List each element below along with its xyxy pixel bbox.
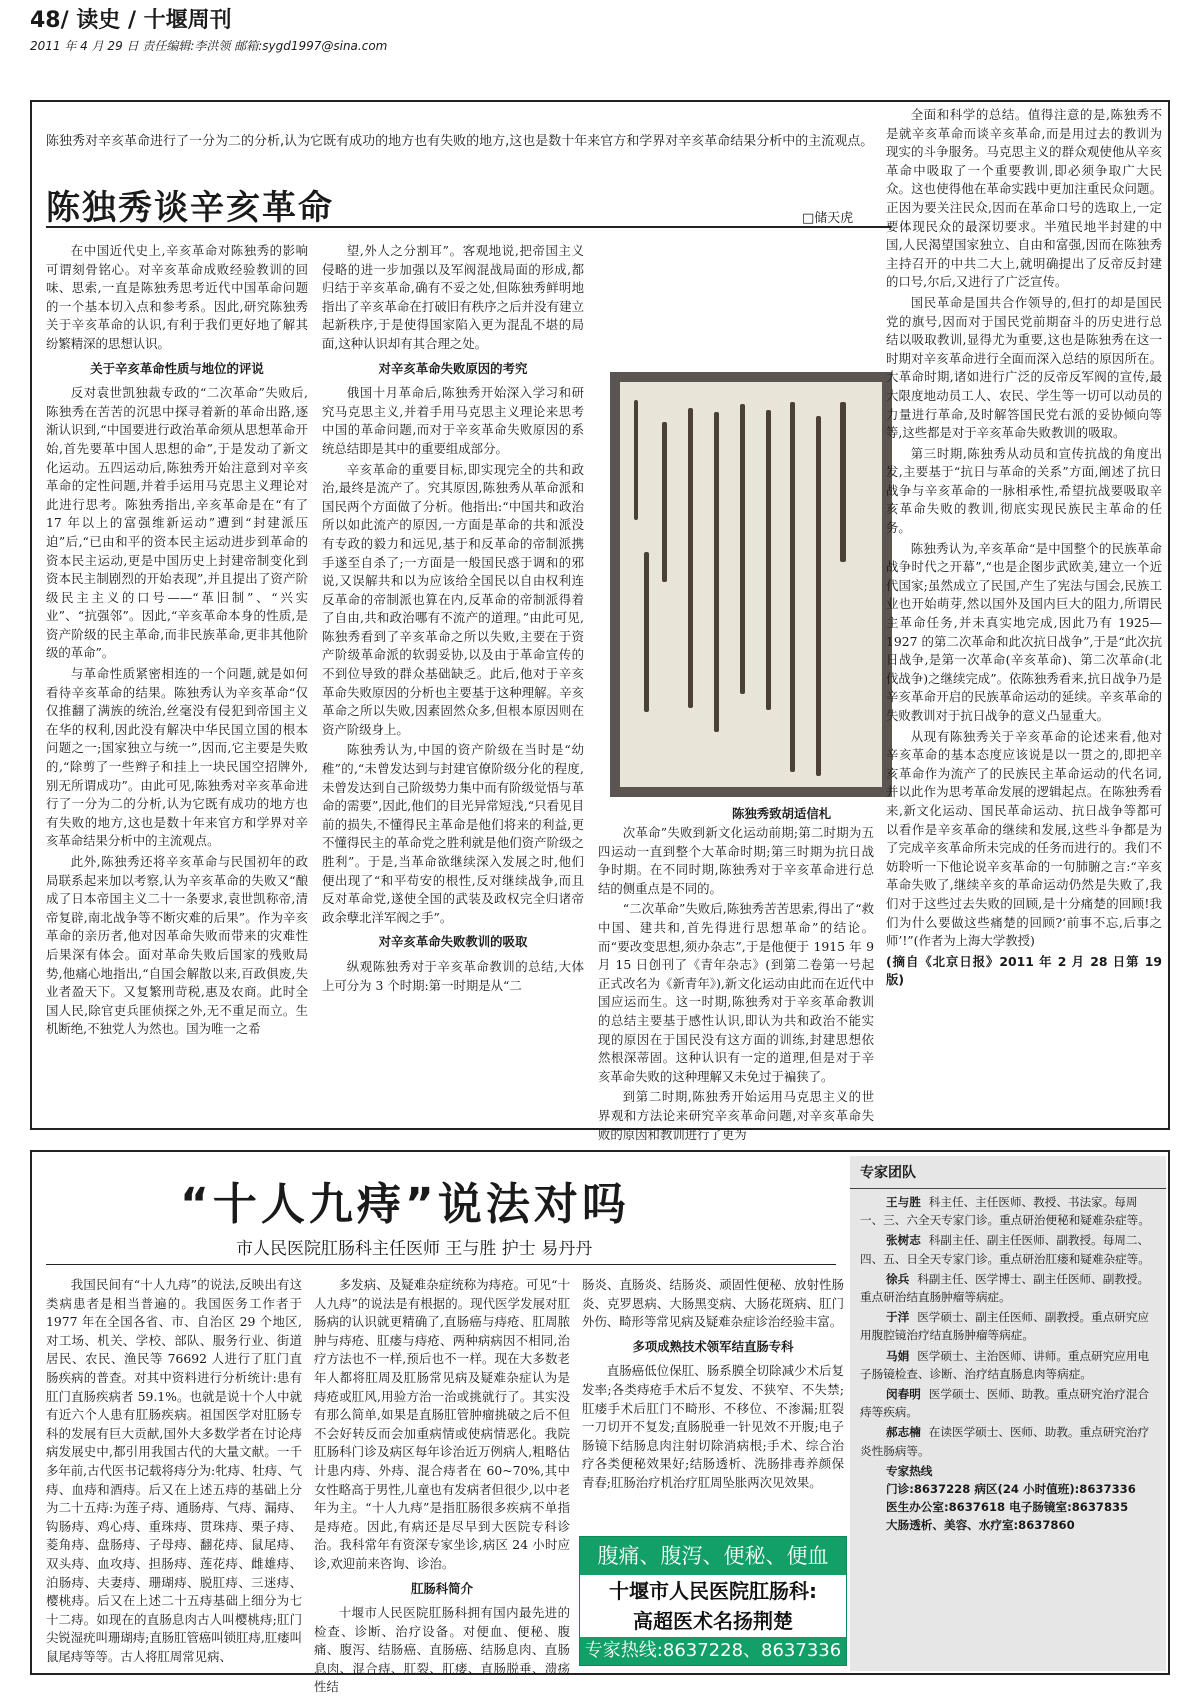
expert-item [860,1231,1156,1267]
article-column-3 [598,824,874,1142]
hotline-line: 门诊:8637228 病区(24 小时值班):8637336 [886,1482,1136,1497]
hotline-line: 大肠透析、美容、水疗室:8637860 [886,1518,1075,1533]
letter-paper [620,382,882,787]
paragraph: 与革命性质紧密相连的一个问题,就是如何看待辛亥革命的结果。陈独秀认为辛亥革命“仅仅推翻了满族的统治,丝毫没有侵犯到帝国主义在华的权利,因此没有解决中华民国立国的根本问题之一;国家独立与统一”,因而,它主要是失败的,“除剪了一些辫子和挂上一块民国空招牌外,别无所谓成功”。由此可见,陈独秀对辛亥革命进行了一分为二的分析,认为它既有成功的地方也有失败的地方,这也是数十年来官方和学界对辛亥革命结果分析中的主流观点。 [46,666,308,849]
paragraph: 十堰市人民医院肛肠科拥有国内最先进的检查、诊断、治疗设备。对便血、便秘、腹痛、腹泻、结肠癌、直肠癌、结肠息肉、直肠息肉、混合痔、肛裂、肛瘘、直肠脱垂、溃疡性结 [314,1605,570,1695]
expert-desc: 医学硕士、主治医师、讲师。重点研究应用电子肠镜检查、诊断、治疗结直肠息肉等病症。 [860,1348,1150,1381]
article-column-4 [886,106,1162,1122]
article-byline: 市人民医院肛肠科主任医师 王与胜 护士 易丹丹 [236,1239,593,1259]
expert-desc: 在读医学硕士、医师、助教。重点研究治疗炎性肠病等。 [860,1425,1150,1458]
title-divider [46,1264,836,1265]
expert-item [860,1347,1156,1383]
paragraph: 在中国近代史上,辛亥革命对陈独秀的影响可谓刻骨铭心。对辛亥革命成败经验教训的回味、思索,一直是陈独秀思考近代中国革命问题的一个基本切入点和参考系。因此,研究陈独秀关于辛亥革命的认识,有利于我们更好地了解其纷繁精深的思想认识。 [46,243,308,351]
paragraph: 肠炎、直肠炎、结肠炎、顽固性便秘、放射性肠炎、克罗恩病、大肠黑变病、大肠花斑病、肛门外伤、畸形等常见病及疑难杂症诊治经验丰富。 [582,1277,844,1330]
expert-desc: 科副主任、医学博士、副主任医师、副教授。重点研治结直肠肿瘤等病症。 [860,1271,1150,1305]
expert-item [860,1270,1156,1306]
expert-desc: 医学硕士、医师、助教。重点研究治疗混合痔等疾病。 [860,1387,1150,1420]
paragraph: “二次革命”失败后,陈独秀苦苦思索,得出了“救中国、建共和,首先得进行思想革命”的结论。而“要改变思想,须办杂志”,于是他便于 1915 年 9 月 15 日创刊了《青年杂志》(到第二卷第一号起正式改名为《新青年》),新文化运动由此而在近代中国应运而生。这一时期,陈独秀对于辛亥革命教训的总结主要基于感性认识,即认为共和政治不能实现的原因在于国民没有这方面的训练,封建思想依然根深蒂固。这种认识有一定的道理,但是对于辛亥革命失败的这种理解又未免过于褊狭了。 [598,901,874,1084]
expert-name: 于洋 [886,1310,910,1325]
expert-item [860,1308,1156,1344]
expert-team-sidebar [850,1156,1166,1671]
advert-hotline: 专家热线:8637228、8637336 [580,1637,846,1665]
article-column-2 [314,1276,570,1695]
paragraph: 反对袁世凯独裁专政的“二次革命”失败后,陈独秀在苦苦的沉思中探寻着新的革命出路,逐渐认识到,“中国要进行政治革命须从思想革命开始,首先要革中国人思想的命”,于是发动了新文化运动。五四运动后,陈独秀开始注意到对辛亥革命的定性问题,并着手运用马克思主义理论对此进行思考。陈独秀指出,辛亥革命是在“有了 17 年以上的富强维新运动”遭到“封建派压迫”后,“已由和平的资本民主运动进步到革命的资本民主运动,更是中国历史上封建帝制变化到资本民主制剧烈的开始表现”,并且提出了资产阶级民主主义的口号——“革旧制”、“兴实业”、“抗强邻”。因此,“辛亥革命本身的性质,是资产阶级的民主革命,而非民族革命,更非其他阶级的革命”。 [46,385,308,661]
section-heading: 肛肠科简介 [411,1580,473,1596]
expert-name: 王与胜 [886,1195,921,1209]
article-lead: 陈独秀对辛亥革命进行了一分为二的分析,认为它既有成功的地方也有失败的地方,这也是数十年来官方和学界对辛亥革命结果分析中的主流观点。 [46,134,874,149]
expert-item [860,1385,1156,1421]
page-meta: 2011 年 4 月 29 日 责任编辑:李洪领 邮箱:sygd1997@sina.com [30,39,388,53]
hotline-title: 专家热线 [886,1463,933,1478]
article-author: □储天虎 [802,211,854,226]
page-header [30,6,1170,64]
article-column-1 [46,1276,302,1671]
hospital-advert [579,1536,847,1666]
expert-name: 张树志 [886,1233,921,1248]
advert-department: 十堰市人民医院肛肠科: [609,1579,817,1603]
article-title: 陈独秀谈辛亥革命 [46,188,334,228]
advert-slogan: 高超医术名扬荆楚 [633,1609,793,1633]
article-column-3 [582,1276,844,1532]
article-chen-duxiu [30,100,1170,1142]
article-title: “十人九痔”说法对吗 [180,1179,630,1230]
title-divider [46,226,891,228]
paragraph: 全面和科学的总结。值得注意的是,陈独秀不是就辛亥革命而谈辛亥革命,而是用过去的教训为现实的斗争服务。马克思主义的群众观使他从辛亥革命中吸取了一个重要教训,即必须争取广大民众。这也使得他在革命实践中更加注重民众问题。正因为要关注民众,因而在革命口号的选取上,一定要体现民众的最深切要求。半殖民地半封建的中国,人民渴望国家独立、自由和富强,因而在陈独秀主持召开的中共二大上,就明确提出了反帝反封建的口号,尔后,又进行了广泛宣传。 [886,107,1162,290]
expert-name: 马娟 [886,1348,910,1363]
article-hemorrhoids [30,1150,1170,1695]
hotline-line: 医生办公室:8637618 电子肠镜室:8637835 [886,1500,1129,1515]
expert-name: 徐兵 [886,1271,910,1286]
paragraph: 多发病、及疑难杂症统称为痔疮。可见“十人九痔”的说法是有根据的。现代医学发展对肛肠病的认识就更精确了,直肠癌与痔疮、肛周脓肿与痔疮、肛瘘与痔疮、两种病病因不相同,治疗方法也不一样,预后也不一样。现在大多数老年人都将肛周及肛肠常见病及疑难杂症认为是痔疮或肛风,用验方治一治或挑就行了。其实没有那么简单,如果是直肠肛管肿瘤挑破之后不但不会好转反而会加重病情或使病情恶化。我院肛肠科门诊及病区每年诊治近万例病人,粗略估计患内痔、外痔、混合痔者在 60~70%,其中女性略高于男性,儿童也有发病者但很少,以中老年为主。“十人九痔”是指肛肠很多疾病不单指是痔疮。因此,有病还是尽早到大医院专科诊治。我科常年有资深专家坐诊,病区 24 小时应诊,欢迎前来咨询、诊治。 [314,1277,570,1571]
section-heading: 对辛亥革命失败教训的吸取 [378,934,528,950]
paragraph: 俄国十月革命后,陈独秀开始深入学习和研究马克思主义,并着手用马克思主义理论来思考中国的革命问题,而对于辛亥革命失败原因的系统总结即是其中的重要组成部分。 [322,385,584,456]
expert-item [860,1423,1156,1459]
paragraph: 此外,陈独秀还将辛亥革命与民国初年的政局联系起来加以考察,认为辛亥革命的失败又“酿成了日本帝国主义二十一条要求,袁世凯称帝,清帝复辟,南北战争等不断灾难的后果”。作为辛亥革命的亲历者,他对因革命失败而带来的灾难性后果深有体会。面对革命失败后国家的残败局势,他痛心地指出,“自国会解散以来,百政俱废,失业者盈天下。又复繁刑苛税,惠及农商。此时全国人民,除官吏兵匪侦探之外,无不重足而立。生机断绝,不独党人为然也。国为唯一之希 [46,854,308,1037]
section-heading: 对辛亥革命失败原因的考究 [378,360,528,376]
article-column-1 [46,242,308,1122]
photo-caption: 陈独秀致胡适信札 [732,806,832,821]
expert-desc: 医学硕士、副主任医师、副教授。重点研究应用腹腔镜治疗结直肠肿瘤等病症。 [860,1310,1150,1343]
paragraph: 纵观陈独秀对于辛亥革命教训的总结,大体上可分为 3 个时期:第一时期是从“二 [322,958,584,993]
paragraph: 第三时期,陈独秀从动员和宣传抗战的角度出发,主要基于“抗日与革命的关系”方面,阐述了抗日战争与辛亥革命的一脉相承性,希望抗战要吸取辛亥革命失败的教训,彻底实现民族民主革命的任务。 [886,445,1162,536]
expert-desc: 科副主任、副主任医师、副教授。每周二、四、五、日全天专家门诊。重点研治肛瘘和疑难杂症等。 [860,1233,1150,1266]
section-heading: 多项成熟技术领军结直肠专科 [632,1338,794,1354]
paragraph: 国民革命是国共合作领导的,但打的却是国民党的旗号,因而对于国民党前期奋斗的历史进行总结以吸取教训,显得尤为重要,这也是陈独秀在这一时期对辛亥革命进行全面而深入总结的原因所在。大革命时期,诸如进行广泛的反帝反军阀的宣传,最大限度地动员工人、农民、学生等一切可以动员的力量进行革命,及时解答国民党右派的妥协倾向等等,这些都是对于辛亥革命失败教训的吸取。 [886,294,1162,441]
paragraph: 从现有陈独秀关于辛亥革命的论述来看,他对辛亥革命的基本态度应该说是以一贯之的,即把辛亥革命作为流产了的民族民主革命运动的代名词,并以此作为思考革命发展的逻辑起点。在陈独秀看来,新文化运动、国民革命运动、抗日战争等都可以看作是辛亥革命的继续和发展,这些斗争都是为了完成辛亥革命所未完成的任务而进行的。我们不妨聆听一下他论说辛亥革命的一句肺腑之言:“辛亥革命失败了,继续辛亥的革命运动仍然是失败了,我们对于这些过去失败的回顾,是十分痛楚的回顾!我们为什么要做这些痛楚的回顾?‘前事不忘,后事之师’!”(作者为上海大学教授) [886,728,1162,949]
expert-list [850,1189,1166,1460]
expert-name: 闵春明 [886,1387,921,1402]
paragraph: 直肠癌低位保肛、肠系膜全切除减少术后复发率;各类痔疮手术后不复发、不狭窄、不失禁;肛瘘手术后肛门不畸形、不移位、不渗漏;肛裂一刀切开不复发;直肠脱垂一针见效不开腹;电子肠镜下结肠息肉注射切除消病根;手术、综合治疗各类便秘效果好;结肠透析、洗肠排毒养颜保青春;肛肠治疗机治疗肛周坠胀两次见效果。 [582,1363,844,1490]
paragraph: 我国民间有“十人九痔”的说法,反映出有这类病患者是相当普遍的。我国医务工作者于 1977 年在全国各省、市、自治区 29 个地区,对工场、机关、学校、部队、服务行业、街道居民、农民、渔民等 76692 人进行了肛门直肠疾病的普查。对其中资料进行分析统计:患有肛门直肠疾病者 59.1%。也就是说十个人中就有近六个人患有肛肠疾病。祖国医学对肛肠专科的发展有巨大贡献,国外大多数学者在讨论痔病发展史中,都引用我国古代的大量文献。一千多年前,古代医书记载将痔分为:牝痔、牡痔、气痔、血痔和酒痔。后又在上述五痔的基础上分为二十五痔:为莲子痔、通肠痔、气痔、漏痔、钩肠痔、鸡心痔、重珠痔、贯珠痔、栗子痔、菱角痔、盘肠痔、子母痔、翻花痔、鼠尾痔、双头痔、血攻痔、担肠痔、莲花痔、雌雄痔、泊肠痔、夫妻痔、珊瑚痔、脱肛痔、三迷痔、樱桃痔。后又在上述二十五痔基础上细分为七十二痔。如现在的直肠息肉古人叫樱桃痔;肛门尖锐湿疣叫珊瑚痔;直肠肛管癌叫锁肛痔,肛瘘叫鼠尾痔等等。古人将肛周常见病、 [46,1277,302,1664]
sidebar-heading: 专家团队 [850,1156,1166,1189]
advert-symptoms: 腹痛、腹泻、便秘、便血 [580,1537,846,1575]
paragraph: 到第二时期,陈独秀开始运用马克思主义的世界观和方法论来研究辛亥革命问题,对辛亥革命失败的原因和教训进行了更为 [598,1089,874,1142]
paragraph: 次革命”失败到新文化运动前期;第二时期为五四运动一直到整个大革命时期;第三时期为抗日战争时期。在不同时期,陈独秀对于辛亥革命进行总结的侧重点是不同的。 [598,825,874,896]
hotline-block [850,1462,1166,1535]
article-column-2 [322,242,584,1122]
paragraph: 望,外人之分割耳”。客观地说,把帝国主义侵略的进一步加强以及军阀混战局面的形成,都归结于辛亥革命,确有不妥之处,但陈独秀鲜明地指出了辛亥革命在打破旧有秩序之后并没有建立起新秩序,于是使得国家陷入更为混乱不堪的局面,这种认识却有其合理之处。 [322,243,584,351]
section-heading: 关于辛亥革命性质与地位的评说 [90,360,264,376]
source-note: (摘自《北京日报》2011 年 2 月 28 日第 19 版) [886,953,1162,988]
expert-name: 郝志楠 [886,1425,921,1440]
paragraph: 陈独秀认为,辛亥革命“是中国整个的民族革命战争时代之开幕”,“也是企图步武欧美,建立一个近代国家;虽然成立了民国,产生了宪法与国会,民族工业也开始萌芽,然以国外及国内巨大的阻力,所谓民主革命任务,并未真实地完成,因此乃有 1925—1927 的第二次革命和此次抗日战争”,于是“此次抗日战争,是第一次革命(辛亥革命)、第二次革命(北伐战争)之继续完成”。依陈独秀看来,抗日战争乃是辛亥革命开启的民族革命运动的延续。辛亥革命的失败教训对于抗日战争的意义凸显重大。 [886,540,1162,723]
paragraph: 陈独秀认为,中国的资产阶级在当时是“幼稚”的,“未曾发达到与封建官僚阶级分化的程度,未曾发达到自己阶级势力集中而有阶级觉悟与革命的需要”,因此,他们的目光异常短浅,“只看见目前的损失,不懂得民主革命是他们将来的利益,更不懂得民主的革命党之胜利就是他们资产阶级之胜利”。于是,当革命欲继续深入发展之时,他们便出现了“和平苟安的根性,反对继续战争,而且反对革命党,遂使全国的武装及政权完全归诸帝政余孽北洋军阀之手”。 [322,742,584,925]
handwritten-letter-image [610,372,892,797]
expert-item [860,1193,1156,1229]
expert-desc: 科主任、主任医师、教授、书法家。每周一、三、六全天专家门诊。重点研治便秘和疑难杂症等。 [860,1195,1150,1228]
page-label: 48/ 读史 / 十堰周刊 [30,8,232,33]
paragraph: 辛亥革命的重要目标,即实现完全的共和政治,最终是流产了。究其原因,陈独秀从革命派和国民两个方面做了分析。他指出:“中国共和政治所以如此流产的原因,一方面是革命的共和派没有专政的毅力和远见,基于和反革命的帝制派携手遂至自杀了;一方面是一般国民惑于调和的邪说,又误解共和以为应该给全国民以自由权利连反革命的帝制派也算在内,反革命的帝制派得着了自由,共和政治哪有不流产的道理。”由此可见,陈独秀看到了辛亥革命之所以失败,主要在于资产阶级革命派的软弱妥协,以及由于革命宣传的不到位导致的群众基础缺乏。此后,他对于辛亥革命失败原因的分析也主要基于这种理解。辛亥革命之所以失败,因素固然众多,但根本原因则在资产阶级身上。 [322,461,584,737]
